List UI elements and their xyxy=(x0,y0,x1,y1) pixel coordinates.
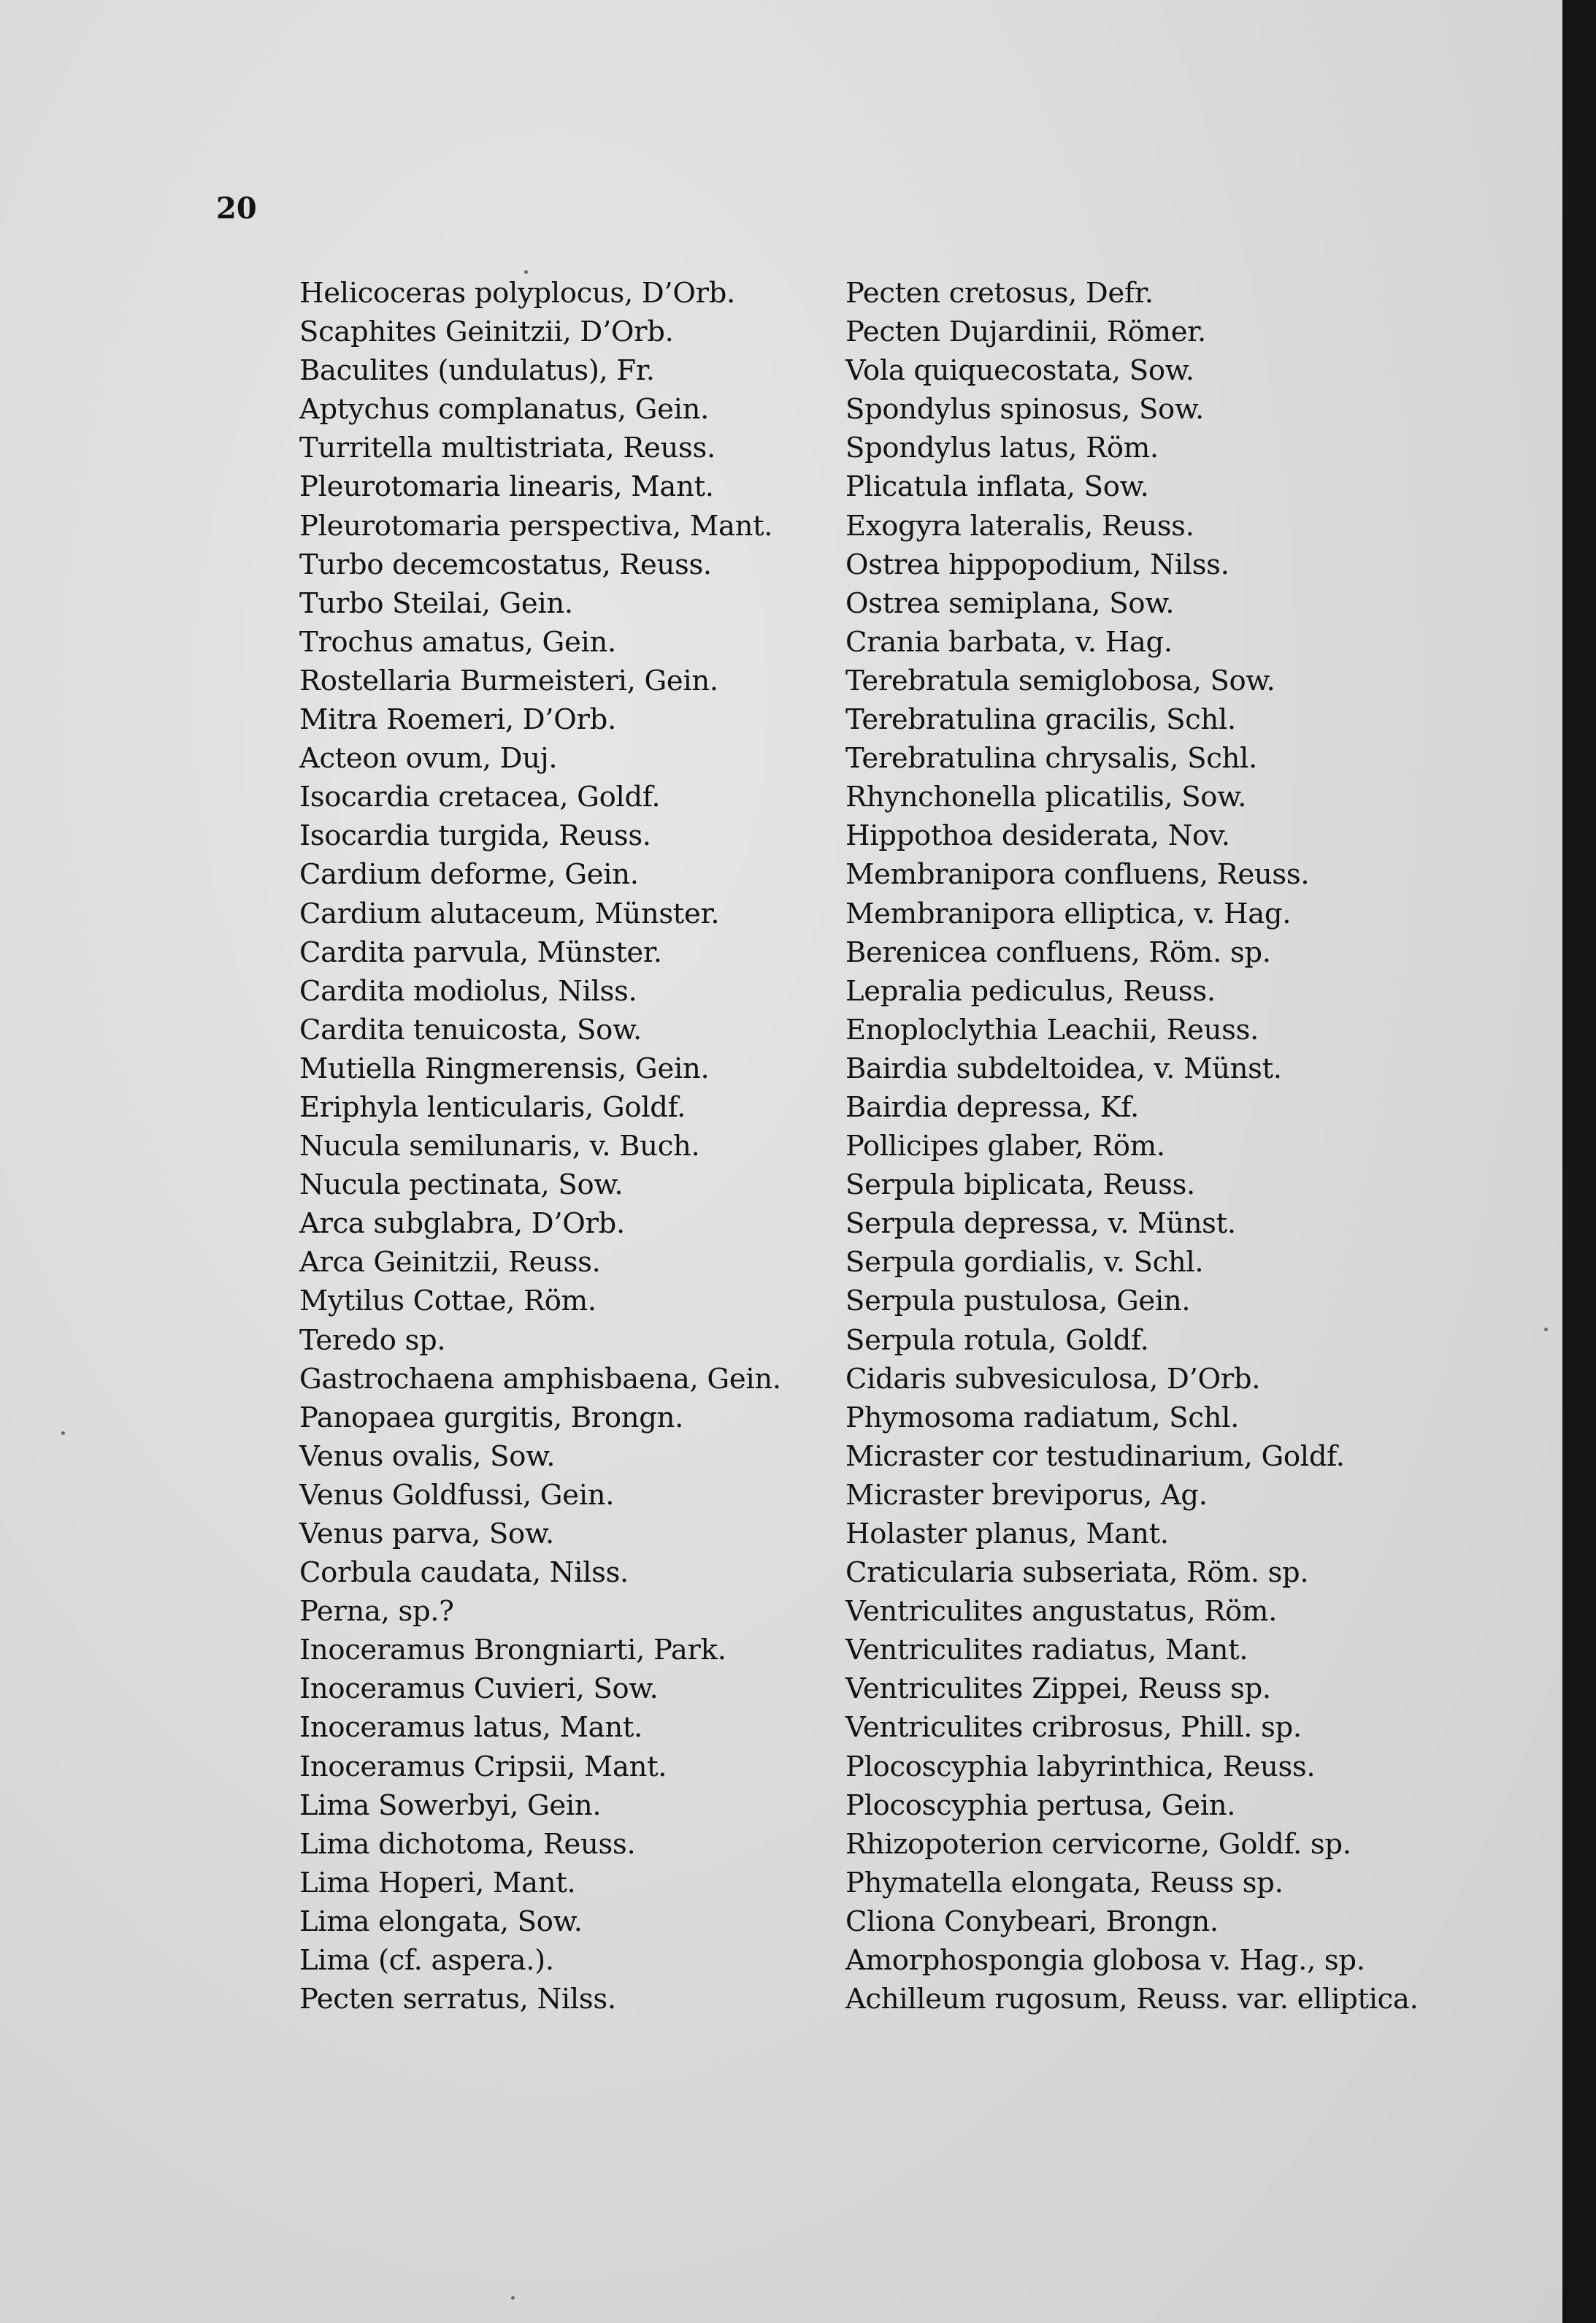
list-item: Serpula depressa, v. Münst. xyxy=(845,1207,1236,1241)
list-item: Phymosoma radiatum, Schl. xyxy=(845,1401,1240,1434)
list-item: Pleurotomaria perspectiva, Mant. xyxy=(299,509,773,543)
list-item: Lepralia pediculus, Reuss. xyxy=(845,974,1216,1008)
list-item: Hippothoa desiderata, Nov. xyxy=(845,819,1230,853)
list-item: Exogyra lateralis, Reuss. xyxy=(845,509,1194,543)
list-item: Terebratulina gracilis, Schl. xyxy=(845,703,1236,737)
list-item: Mytilus Cottae, Röm. xyxy=(299,1285,596,1318)
list-item: Aptychus complanatus, Gein. xyxy=(299,393,710,426)
list-item: Micraster breviporus, Ag. xyxy=(845,1478,1208,1512)
list-item: Rostellaria Burmeisteri, Gein. xyxy=(299,664,718,697)
list-item: Lima (cf. aspera.). xyxy=(299,1944,554,1978)
list-item: Teredo sp. xyxy=(299,1323,446,1357)
list-item: Cardium deforme, Gein. xyxy=(299,858,639,892)
list-item: Perna, sp.? xyxy=(299,1595,454,1629)
list-item: Lima Hoperi, Mant. xyxy=(299,1866,576,1899)
list-item: Enoploclythia Leachii, Reuss. xyxy=(845,1013,1259,1046)
list-item: Helicoceras polyplocus, D’Orb. xyxy=(299,277,735,310)
list-item: Membranipora elliptica, v. Hag. xyxy=(845,897,1292,930)
scan-border xyxy=(1562,0,1596,2323)
species-list-right xyxy=(845,274,1419,2018)
list-item: Cardium alutaceum, Münster. xyxy=(299,897,720,930)
list-item: Venus ovalis, Sow. xyxy=(299,1439,556,1473)
list-item: Terebratulina chrysalis, Schl. xyxy=(845,742,1257,776)
list-item: Holaster planus, Mant. xyxy=(845,1518,1169,1550)
paper-speck xyxy=(61,1431,65,1435)
list-item: Amorphospongia globosa v. Hag., sp. xyxy=(845,1944,1365,1978)
list-item: Serpula rotula, Goldf. xyxy=(845,1323,1149,1357)
list-item: Venus Goldfussi, Gein. xyxy=(299,1478,615,1512)
list-item: Lima dichotoma, Reuss. xyxy=(299,1827,636,1861)
list-item: Turbo Steilai, Gein. xyxy=(299,586,573,620)
list-item: Cidaris subvesiculosa, D’Orb. xyxy=(845,1362,1261,1396)
list-item: Pecten serratus, Nilss. xyxy=(299,1983,616,2016)
list-item: Trochus amatus, Gein. xyxy=(299,625,616,659)
list-item: Lima elongata, Sow. xyxy=(299,1905,583,1938)
list-item: Cliona Conybeari, Brongn. xyxy=(845,1905,1219,1938)
list-item: Craticularia subseriata, Röm. sp. xyxy=(845,1556,1309,1590)
list-item: Inoceramus latus, Mant. xyxy=(299,1711,642,1745)
list-item: Nucula semilunaris, v. Buch. xyxy=(299,1130,700,1163)
species-list-left xyxy=(299,274,781,2018)
list-item: Rhizopoterion cervicorne, Goldf. sp. xyxy=(845,1827,1351,1861)
list-item: Isocardia turgida, Reuss. xyxy=(299,819,651,853)
list-item: Arca Geinitzii, Reuss. xyxy=(299,1246,601,1279)
list-item: Plicatula inflata, Sow. xyxy=(845,470,1149,504)
list-item: Ostrea semiplana, Sow. xyxy=(845,586,1175,620)
list-item: Ventriculites radiatus, Mant. xyxy=(845,1634,1248,1667)
list-item: Isocardia cretacea, Goldf. xyxy=(299,781,661,814)
list-item: Mitra Roemeri, D’Orb. xyxy=(299,703,616,737)
list-item: Mutiella Ringmerensis, Gein. xyxy=(299,1052,710,1085)
list-item: Turritella multistriata, Reuss. xyxy=(299,432,715,465)
list-item: Ventriculites angustatus, Röm. xyxy=(845,1595,1278,1629)
list-item: Plocoscyphia labyrinthica, Reuss. xyxy=(845,1750,1316,1783)
list-item: Inoceramus Cripsii, Mant. xyxy=(299,1750,667,1783)
list-item: Pecten Dujardinii, Römer. xyxy=(845,315,1206,349)
list-item: Membranipora confluens, Reuss. xyxy=(845,858,1310,892)
list-item: Vola quiquecostata, Sow. xyxy=(845,354,1194,388)
list-item: Nucula pectinata, Sow. xyxy=(299,1168,624,1202)
list-item: Inoceramus Cuvieri, Sow. xyxy=(299,1672,659,1706)
list-item: Eriphyla lenticularis, Goldf. xyxy=(299,1090,686,1124)
list-item: Baculites (undulatus), Fr. xyxy=(299,354,655,388)
list-item: Bairdia depressa, Kf. xyxy=(845,1090,1139,1124)
list-item: Spondylus latus, Röm. xyxy=(845,432,1159,465)
list-item: Serpula pustulosa, Gein. xyxy=(845,1285,1191,1318)
list-item: Rhynchonella plicatilis, Sow. xyxy=(845,781,1247,814)
list-item: Crania barbata, v. Hag. xyxy=(845,625,1173,659)
list-item: Arca subglabra, D’Orb. xyxy=(299,1207,625,1241)
list-item: Phymatella elongata, Reuss sp. xyxy=(845,1866,1284,1899)
list-item: Panopaea gurgitis, Brongn. xyxy=(299,1401,684,1434)
list-item: Serpula biplicata, Reuss. xyxy=(845,1168,1195,1202)
page-number: 20 xyxy=(216,191,257,226)
list-item: Spondylus spinosus, Sow. xyxy=(845,393,1204,426)
list-item: Turbo decemcostatus, Reuss. xyxy=(299,548,712,581)
list-item: Pecten cretosus, Defr. xyxy=(845,277,1154,310)
list-item: Pleurotomaria linearis, Mant. xyxy=(299,470,714,504)
list-item: Lima Sowerbyi, Gein. xyxy=(299,1788,602,1822)
list-item: Berenicea confluens, Röm. sp. xyxy=(845,935,1271,969)
list-item: Ventriculites cribrosus, Phill. sp. xyxy=(845,1711,1302,1745)
list-item: Inoceramus Brongniarti, Park. xyxy=(299,1634,726,1667)
list-item: Corbula caudata, Nilss. xyxy=(299,1556,629,1590)
list-item: Cardita parvula, Münster. xyxy=(299,935,662,969)
list-item: Terebratula semiglobosa, Sow. xyxy=(845,664,1275,697)
list-item: Achilleum rugosum, Reuss. var. elliptica. xyxy=(845,1983,1419,2016)
list-item: Pollicipes glaber, Röm. xyxy=(845,1130,1165,1163)
list-item: Gastrochaena amphisbaena, Gein. xyxy=(299,1362,781,1396)
list-item: Bairdia subdeltoidea, v. Münst. xyxy=(845,1052,1282,1085)
paper-speck xyxy=(524,270,528,274)
list-item: Ostrea hippopodium, Nilss. xyxy=(845,548,1229,581)
paper-speck xyxy=(511,2296,515,2300)
list-item: Plocoscyphia pertusa, Gein. xyxy=(845,1788,1236,1822)
list-item: Ventriculites Zippei, Reuss sp. xyxy=(845,1672,1271,1706)
list-item: Cardita tenuicosta, Sow. xyxy=(299,1013,642,1046)
list-item: Micraster cor testudinarium, Goldf. xyxy=(845,1439,1345,1473)
list-item: Venus parva, Sow. xyxy=(299,1518,554,1550)
list-item: Acteon ovum, Duj. xyxy=(299,742,558,776)
list-item: Serpula gordialis, v. Schl. xyxy=(845,1246,1204,1279)
list-item: Scaphites Geinitzii, D’Orb. xyxy=(299,315,674,349)
list-item: Cardita modiolus, Nilss. xyxy=(299,974,637,1008)
paper-speck xyxy=(1544,1328,1548,1331)
